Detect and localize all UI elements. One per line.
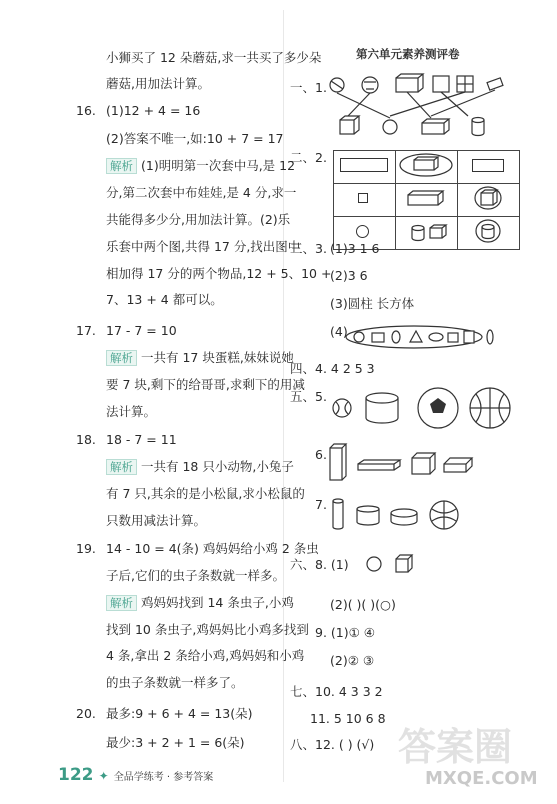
explanation-line: 4 条,拿出 2 条给小鸡,鸡妈妈和小鸡 bbox=[106, 648, 305, 663]
explanation-line: 解析 鸡妈妈找到 14 条虫子,小鸡 bbox=[106, 595, 294, 611]
table-cell bbox=[396, 217, 458, 250]
question-number: 7. bbox=[315, 497, 327, 512]
answer-line: 17 - 7 = 10 bbox=[106, 323, 177, 338]
answer-line: 最少:3 + 2 + 1 = 6(朵) bbox=[106, 735, 245, 750]
diamond-icon: ✦ bbox=[98, 769, 109, 783]
explanation-line: 解析 (1)明明第一次套中马,是 12 bbox=[106, 158, 295, 174]
table-cell bbox=[334, 151, 396, 184]
answer-line: 9. (1)① ④ bbox=[315, 625, 375, 640]
matching-diagram bbox=[318, 68, 508, 140]
explanation-line: 共能得多少分,用加法计算。(2)乐 bbox=[106, 212, 291, 227]
answer-line: (1)12 + 4 = 16 bbox=[106, 103, 201, 118]
explanation-line: 7、13 + 4 都可以。 bbox=[106, 292, 223, 307]
question-number: 20. bbox=[76, 706, 96, 721]
answer-line: (2)( )( )(○) bbox=[330, 597, 396, 612]
table-cell bbox=[396, 151, 458, 184]
page-number: 122 bbox=[58, 765, 94, 785]
round-objects-figure bbox=[330, 382, 530, 434]
answer-line: 七、10. 4 3 3 2 bbox=[290, 684, 383, 699]
explanation-line: 相加得 17 分的两个物品,12 + 5、10 + bbox=[106, 266, 332, 281]
question-number: 19. bbox=[76, 541, 96, 556]
explanation-line: 有 7 只,其余的是小松鼠,求小松鼠的 bbox=[106, 486, 305, 501]
table-cell bbox=[396, 184, 458, 217]
answer-line: (4) bbox=[330, 324, 348, 339]
analysis-tag: 解析 bbox=[106, 595, 137, 611]
answer-line: (2)② ③ bbox=[330, 653, 375, 668]
explanation-line: 分,第二次套中布娃娃,是 4 分,求一 bbox=[106, 185, 297, 200]
watermark-text: 答案圈 bbox=[398, 725, 513, 769]
footer-text: 全品学练考 · 参考答案 bbox=[113, 772, 214, 783]
shape-row-figure bbox=[344, 322, 494, 352]
analysis-tag: 解析 bbox=[106, 350, 137, 366]
answer-figure bbox=[364, 550, 420, 578]
question-number: 16. bbox=[76, 103, 96, 118]
question-number: 17. bbox=[76, 323, 96, 338]
text-line: 小狮买了 12 朵蘑菇,求一共买了多少朵 bbox=[106, 50, 322, 65]
answer-line: 11. 5 10 6 8 bbox=[310, 711, 386, 726]
answer-line: (1)3 1 6 bbox=[330, 241, 380, 256]
table-cell bbox=[458, 151, 520, 184]
explanation-line: 法计算。 bbox=[106, 404, 157, 419]
explanation-line: 乐套中两个图,共得 17 分,找出图中 bbox=[106, 239, 301, 254]
table-cell bbox=[458, 184, 520, 217]
explanation-line: 解析 一共有 17 块蛋糕,妹妹说她 bbox=[106, 350, 294, 366]
question-number: 一、1. bbox=[290, 80, 327, 95]
analysis-tag: 解析 bbox=[106, 459, 137, 475]
analysis-tag: 解析 bbox=[106, 158, 137, 174]
question-number: 18. bbox=[76, 432, 96, 447]
question-number: 三、3. bbox=[290, 241, 327, 256]
answer-line: 八、12. ( ) (√) bbox=[290, 737, 375, 752]
cylinder-objects-figure bbox=[328, 495, 468, 535]
text-line: 蘑菇,用加法计算。 bbox=[106, 76, 210, 91]
column-divider bbox=[283, 10, 284, 782]
page-footer bbox=[58, 765, 213, 785]
question-number: 五、5. bbox=[290, 389, 327, 404]
shape-sort-table bbox=[333, 150, 520, 250]
answer-line: (2)答案不唯一,如:10 + 7 = 17 bbox=[106, 131, 284, 146]
question-number: 6. bbox=[315, 447, 327, 462]
explanation-line: 的虫子条数就一样多了。 bbox=[106, 675, 244, 690]
explanation-line: 只数用减法计算。 bbox=[106, 513, 207, 528]
box-objects-figure bbox=[328, 440, 478, 486]
answer-line: 六、8. (1) bbox=[290, 557, 349, 572]
watermark-url: MXQE.COM bbox=[425, 768, 538, 789]
answer-line: (2)3 6 bbox=[330, 268, 368, 283]
answer-line: 最多:9 + 6 + 4 = 13(朵) bbox=[106, 706, 253, 721]
answer-line: 四、4. 4 2 5 3 bbox=[290, 361, 375, 376]
answer-line: 14 - 10 = 4(条) 鸡妈妈给小鸡 2 条虫 bbox=[106, 541, 319, 556]
table-cell bbox=[458, 217, 520, 250]
explanation-line: 解析 一共有 18 只小动物,小兔子 bbox=[106, 459, 294, 475]
answer-line: 子后,它们的虫子条数就一样多。 bbox=[106, 568, 285, 583]
table-cell bbox=[334, 184, 396, 217]
answer-line: 18 - 7 = 11 bbox=[106, 432, 177, 447]
answer-line: (3)圆柱 长方体 bbox=[330, 296, 415, 311]
section-title: 第六单元素养测评卷 bbox=[356, 47, 460, 61]
question-number: 二、2. bbox=[290, 150, 327, 165]
explanation-line: 要 7 块,剩下的给哥哥,求剩下的用减 bbox=[106, 377, 305, 392]
explanation-line: 找到 10 条虫子,鸡妈妈比小鸡多找到 bbox=[106, 622, 309, 637]
